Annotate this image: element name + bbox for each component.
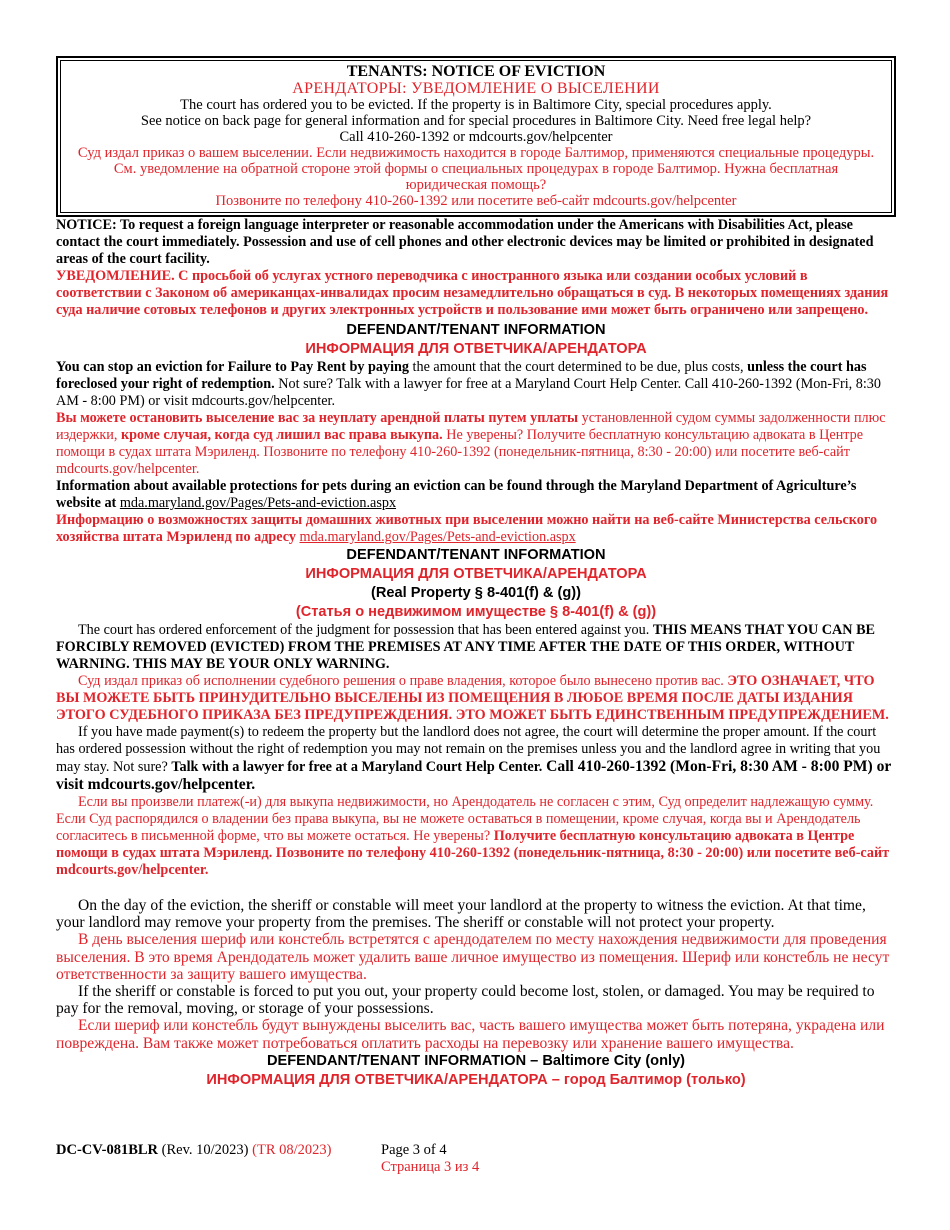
redemption-bold-ru: Вы можете остановить выселение вас за неуплату арендной платы путем уплаты [56, 410, 579, 426]
payment-call: Call 410-260-1392 (Mon-Fri, 8:30 AM - 8:00 PM) or visit mdcourts.gov/helpcenter. [56, 758, 892, 793]
property-loss-paragraph: If the sheriff or constable is forced to put you out, your property could become lost, stolen, or damaged. You may be required to pay for the removal, moving, or storage of your possessions. [56, 983, 875, 1018]
ada-notice-ru: УВЕДОМЛЕНИЕ. С просьбой об услугах устного переводчика с иностранного языка или создании особых условий в соответствии с Законом об американцах-инвалидах просим незамедлительно обращаться в суд. В некоторых помещениях здания суда наличие сотовых телефонов и других электронных устройств и пользование ими может быть ограничено или запрещено. [56, 268, 889, 318]
redemption-paragraph-ru [56, 410, 896, 478]
notice-line: The court has ordered you to be evicted. If the property is in Baltimore City, special procedures apply. [180, 97, 772, 113]
eviction-day-paragraph-ru: В день выселения шериф или констебль встретятся с арендодателем по месту нахождения недвижимости для проведения выселения. В это время Арендодатель может удалить ваше личное имущество из помещения. Шериф или констебль не несут ответственности за защиту вашего имущества. [56, 931, 890, 983]
pets-link-ru[interactable]: mda.maryland.gov/Pages/Pets-and-eviction.aspx [299, 529, 576, 545]
pets-paragraph-ru [56, 512, 896, 546]
redemption-paragraph [56, 359, 896, 410]
enforcement-paragraph [56, 622, 896, 673]
redemption-text-ru: установленной судом суммы задолженности плюс издержки, [56, 410, 886, 443]
pets-link[interactable]: mda.maryland.gov/Pages/Pets-and-eviction.aspx [119, 495, 397, 511]
form-translation-revision: (TR 08/2023) [252, 1142, 332, 1158]
page-number-ru: Страница 3 из 4 [381, 1159, 480, 1175]
notice-line-ru: См. уведомление на обратной стороне этой формы о специальных процедурах в городе Балтимор. Нужна бесплатная юридическая помощь? [113, 161, 839, 193]
property-loss-paragraph-ru: Если шериф или констебль будут вынуждены выселить вас, часть вашего имущества может быть потеряна, украдена или повреждена. Вам также может потребоваться оплатить расходы на перевозку или хранение вашего имущества. [56, 1017, 885, 1052]
form-id: DC-CV-081BLR [56, 1142, 159, 1158]
redemption-bold: You can stop an eviction for Failure to Pay Rent by paying [56, 359, 409, 375]
notice-line-ru: Позвоните по телефону 410-260-1392 или посетите веб-сайт mdcourts.gov/helpcenter [215, 193, 737, 209]
pets-text-ru: Информацию о возможностях защиты домашних животных при выселении можно найти на веб-сайте Министерства сельского хозяйства штата Мэриленд по адресу [56, 512, 878, 545]
notice-title-ru: АРЕНДАТОРЫ: УВЕДОМЛЕНИЕ О ВЫСЕЛЕНИИ [292, 80, 660, 97]
page-number-block [381, 1142, 479, 1176]
section-heading: DEFENDANT/TENANT INFORMATION [346, 322, 606, 338]
payment-paragraph [56, 724, 896, 794]
spacer [56, 879, 896, 897]
section-subheading: (Real Property § 8-401(f) & (g)) [370, 585, 582, 601]
eviction-day-paragraph: On the day of the eviction, the sheriff or constable will meet your landlord at the property to witness the eviction. At that time, your landlord may remove your property from the premises. The sheriff or constable will not protect your property. [56, 897, 866, 932]
section-heading: DEFENDANT/TENANT INFORMATION – Baltimore City (only) [266, 1052, 686, 1069]
redemption-bold: unless the court has foreclosed your right of redemption. [56, 359, 867, 392]
notice-line: Call 410-260-1392 or mdcourts.gov/helpcenter [339, 129, 613, 145]
eviction-notice-box [56, 56, 896, 217]
redemption-text: the amount that the court determined to be due, plus costs, [409, 359, 748, 375]
notice-line-ru: Суд издал приказ о вашем выселении. Если недвижимость находится в городе Балтимор, применяются специальные процедуры. [77, 145, 875, 161]
eviction-notice-box-inner [60, 60, 892, 213]
section-heading-ru: ИНФОРМАЦИЯ ДЛЯ ОТВЕТЧИКА/АРЕНДАТОРА [305, 566, 647, 582]
enforcement-warning-ru: ЭТО ОЗНАЧАЕТ, ЧТО ВЫ МОЖЕТЕ БЫТЬ ПРИНУДИТЕЛЬНО ВЫСЕЛЕНЫ ИЗ ПОМЕЩЕНИЯ В ЛЮБОЕ ВРЕМЯ ПОСЛЕ ДАТЫ ИЗДАНИЯ ЭТОГО СУДЕБНОГО ПРИКАЗА БЕЗ ПРЕДУПРЕЖДЕНИЯ. ЭТО МОЖЕТ БЫТЬ ЕДИНСТВЕННЫМ ПРЕДУПРЕЖДЕНИЕМ. [56, 673, 889, 723]
enforcement-paragraph-ru [56, 673, 896, 724]
form-id-line [56, 1142, 331, 1159]
payment-bold: Talk with a lawyer for free at a Maryland Court Help Center. [171, 759, 543, 775]
section-heading-ru: ИНФОРМАЦИЯ ДЛЯ ОТВЕТЧИКА/АРЕНДАТОРА [305, 341, 647, 357]
payment-text-ru: Если вы произвели платеж(-и) для выкупа недвижимости, но Арендодатель не согласен с этим, Суд определит надлежащую сумму. Если Суд распорядился о владении без права выкупа, вы не можете оставаться в помещении, кроме случая, когда вы и Арендодатель согласитесь в письменной форме, что вы можете остаться. Не уверены? [56, 794, 874, 844]
ada-notice: NOTICE: To request a foreign language interpreter or reasonable accommodation under the Americans with Disabilities Act, please contact the court immediately. Possession and use of cell phones and other electronic devices may be limited or prohibited in designated areas of the court facility. [56, 217, 874, 267]
page-number: Page 3 of 4 [381, 1142, 447, 1158]
payment-bold-ru: Получите бесплатную консультацию адвоката в Центре помощи в судах штата Мэриленд. Позвоните по телефону 410-260-1392 (понедельник-пятница, 8:30 - 20:00) или посетите веб-сайт mdcourts.gov/helpcenter. [56, 828, 890, 878]
form-revision: (Rev. 10/2023) [158, 1142, 253, 1158]
section-heading-ru: ИНФОРМАЦИЯ ДЛЯ ОТВЕТЧИКА/АРЕНДАТОРА – город Балтимор (только) [206, 1071, 746, 1088]
section-heading: DEFENDANT/TENANT INFORMATION [346, 547, 606, 563]
enforcement-warning: THIS MEANS THAT YOU CAN BE FORCIBLY REMOVED (EVICTED) FROM THE PREMISES AT ANY TIME AFTER THE DATE OF THIS ORDER, WITHOUT WARNING. THIS MAY BE YOUR ONLY WARNING. [56, 622, 875, 672]
notice-title: TENANTS: NOTICE OF EVICTION [346, 63, 606, 80]
section-subheading-ru: (Статья о недвижимом имуществе § 8-401(f) & (g)) [295, 604, 657, 620]
document-page [56, 56, 896, 1090]
enforcement-text: The court has ordered enforcement of the judgment for possession that has been entered against you. [78, 622, 653, 638]
redemption-text: Not sure? Talk with a lawyer for free at a Maryland Court Help Center. Call 410-260-1392 (Mon-Fri, 8:30 AM - 8:00 PM) or visit mdcourts.gov/helpcenter. [56, 376, 881, 409]
redemption-bold-ru: кроме случая, когда суд лишил вас права выкупа. [120, 427, 443, 443]
payment-text: If you have made payment(s) to redeem the property but the landlord does not agree, the court will determine the proper amount. If the court has ordered possession without the right of redemption you may not remain on the premises unless you and the landlord agree in writing that you may stay. Not sure? [56, 724, 881, 775]
redemption-text-ru: Не уверены? Получите бесплатную консультацию адвоката в Центре помощи в судах штата Мэриленд. Позвоните по телефону 410-260-1392 (понедельник-пятница, 8:30 - 20:00) или посетите веб-сайт mdcourts.gov/helpcenter. [56, 427, 864, 477]
enforcement-text-ru: Суд издал приказ об исполнении судебного решения о праве владения, которое было вынесено против вас. [78, 673, 728, 689]
notice-line: See notice on back page for general information and for special procedures in Baltimore City. Need free legal help? [140, 113, 812, 129]
pets-text: Information about available protections for pets during an eviction can be found through the Maryland Department of Agriculture’s website at [56, 478, 857, 511]
pets-paragraph [56, 478, 896, 512]
payment-paragraph-ru [56, 794, 896, 879]
